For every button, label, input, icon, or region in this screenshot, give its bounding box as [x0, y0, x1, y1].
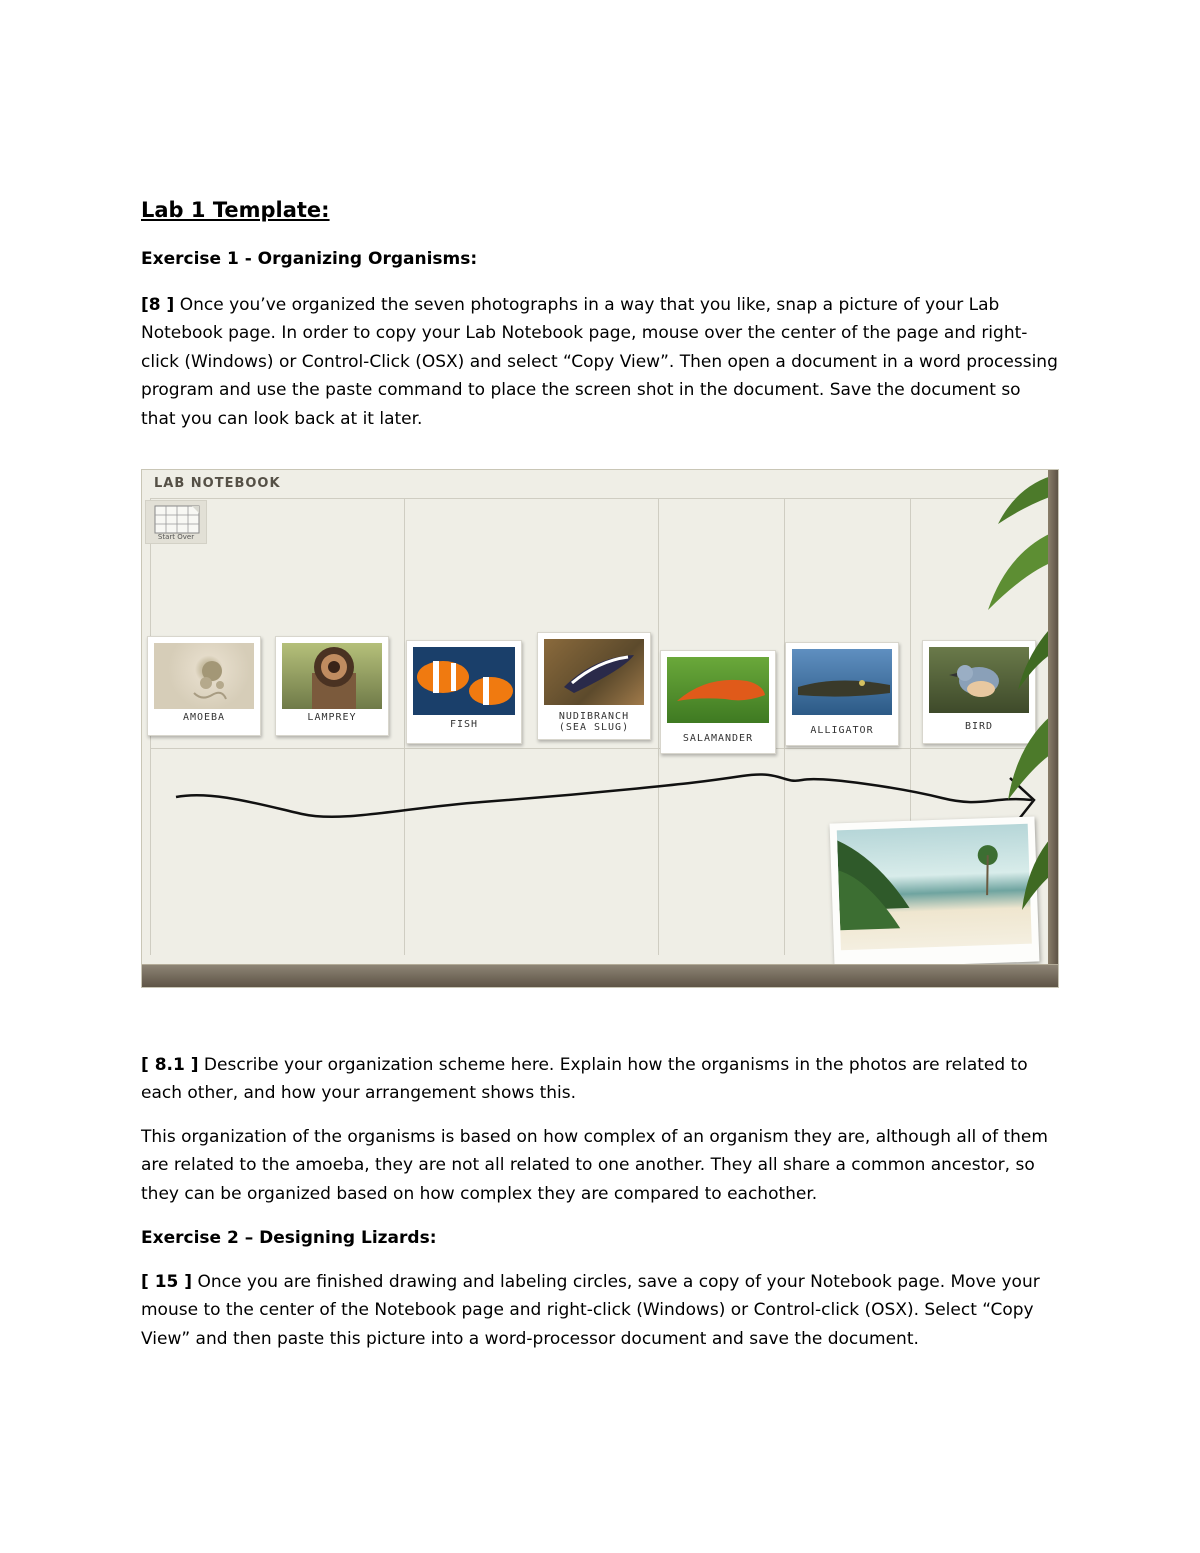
card-label: FISH [449, 719, 479, 730]
answer-8-1: This organization of the organisms is based on how complex of an organism they are, although all of them are related to the amoeba, they are not all related to one another. They all share a common ancestor, so they can be organized based on how complex they are compared to eachother. [141, 1127, 1048, 1204]
notebook-frame-bottom [142, 964, 1058, 987]
card-label: SALAMANDER [682, 733, 754, 744]
question-8-1-prompt: Describe your organization scheme here. Explain how the organisms in the photos are related to each other, and how your arrangement shows this. [141, 1055, 1028, 1104]
exercise1-instructions-text: Once you’ve organized the seven photographs in a way that you like, snap a picture of your Lab Notebook page. In order to copy your Lab Notebook page, mouse over the center of the page and right-click (Windows) or Control-Click (OSX) and select “Copy View”. Then open a document in a word processing program and use the paste command to place the screen shot in the document. Save the document so that you can look back at it later. [141, 295, 1058, 429]
notebook-title: LAB NOTEBOOK [154, 476, 281, 491]
exercise1-score: [8 ] [141, 295, 175, 315]
card-label-sub: (SEA SLUG) [558, 722, 630, 733]
notebook-frame-right [1048, 470, 1058, 987]
card-label: NUDIBRANCH [558, 711, 630, 722]
exercise2-instructions [141, 1268, 1059, 1353]
card-label: LAMPREY [307, 712, 357, 723]
exercise1-heading: Exercise 1 - Organizing Organisms: [141, 249, 478, 269]
plant-leaves [978, 470, 1058, 988]
card-label: BIRD [964, 721, 994, 732]
question-8-1 [141, 1051, 1059, 1108]
exercise2-instructions-text: Once you are finished drawing and labeling circles, save a copy of your Notebook page. Move your mouse to the center of the Notebook page and right-click (Windows) or Control-click (OSX). Select “Copy View” and then paste this picture into a word-processor document and save the document. [141, 1272, 1040, 1349]
question-8-1-score: [ 8.1 ] [141, 1055, 199, 1075]
card-label: ALLIGATOR [810, 725, 874, 736]
start-over-label: Start Over [157, 533, 195, 541]
lab-notebook-screenshot [141, 469, 1059, 988]
exercise2-score: [ 15 ] [141, 1272, 193, 1292]
page-title: Lab 1 Template: [141, 198, 330, 222]
card-label: AMOEBA [182, 712, 226, 723]
exercise1-instructions [141, 291, 1059, 433]
exercise2-heading: Exercise 2 – Designing Lizards: [141, 1228, 437, 1248]
